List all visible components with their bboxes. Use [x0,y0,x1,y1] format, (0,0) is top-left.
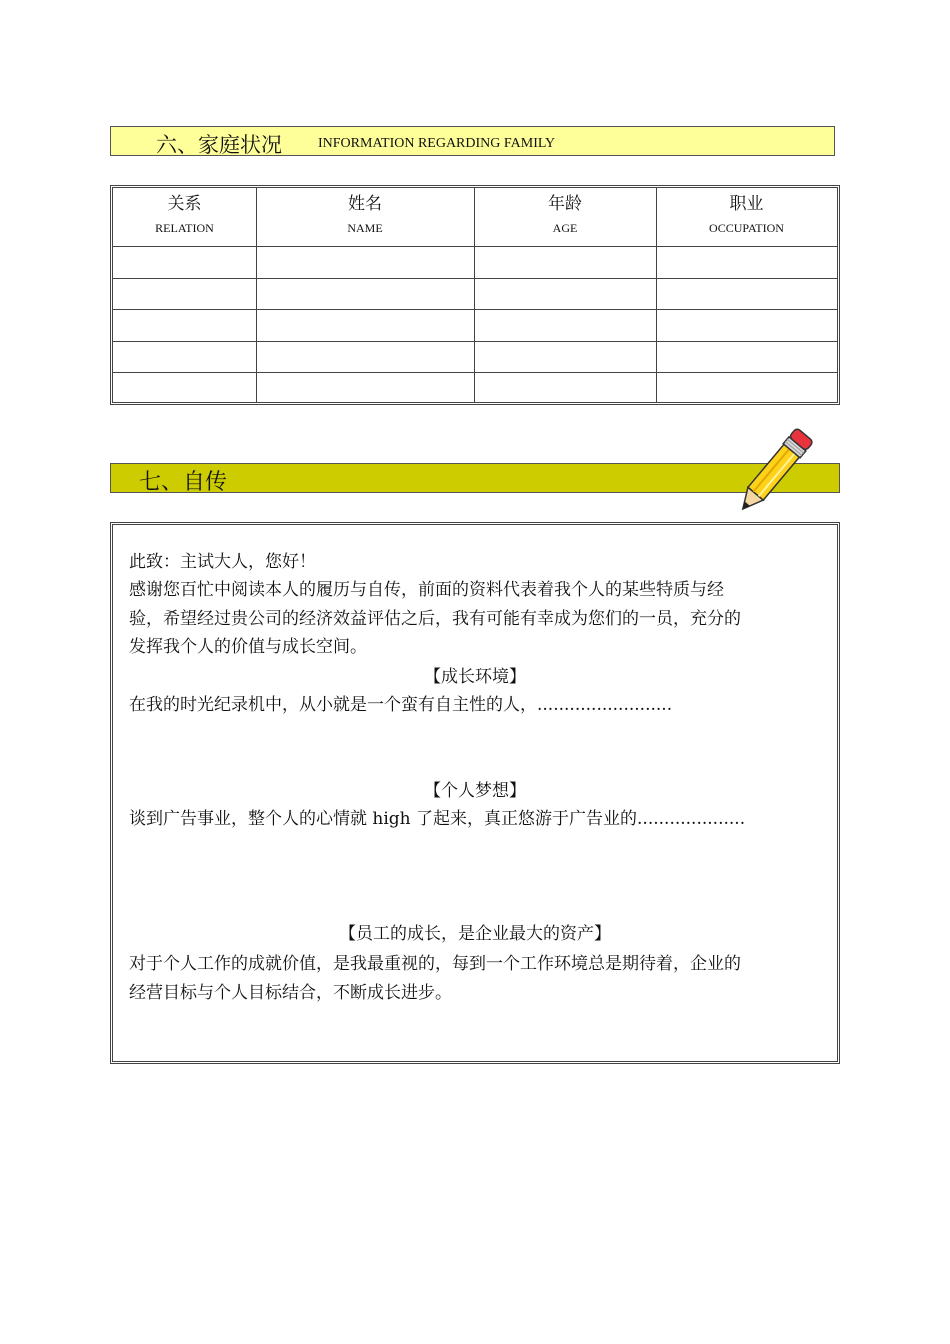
header-label-en: OCCUPATION [709,221,784,235]
family-section-title-cn: 六、家庭状况 [156,133,282,157]
table-header-occupation [656,188,837,246]
header-label-en: NAME [347,221,383,235]
table-row [113,278,837,279]
header-label-cn: 关系 [167,194,202,214]
family-section-header [110,126,835,156]
table-row [113,309,837,310]
pencil-icon [718,425,828,520]
bio-intro-line: 验，希望经过贵公司的经济效益评估之后，我有可能有幸成为您们的一员，充分的 [129,609,741,629]
table-header-relation [113,188,256,246]
table-header-age [474,188,656,246]
bio-intro-line: 感谢您百忙中阅读本人的履历与自传，前面的资料代表着我个人的某些特质与经 [129,580,724,600]
bio-subtitle-employee-growth: 【员工的成长，是企业最大的资产】 [339,924,611,944]
header-label-cn: 姓名 [348,194,382,214]
family-table [110,185,840,405]
family-section-title-en: INFORMATION REGARDING FAMILY [318,136,556,151]
bio-subtitle-dream: 【个人梦想】 [424,781,526,801]
table-row [113,246,837,247]
table-row [113,372,837,373]
bio-intro-line: 发挥我个人的价值与成长空间。 [129,637,367,657]
bio-section-title: 七、自传 [139,470,228,495]
bio-employee-growth-text: 对于个人工作的成就价值，是我最重视的，每到一个工作环境总是期待着，企业的 [129,954,741,974]
table-header-name [256,188,474,246]
bio-text-box [110,522,840,1064]
bio-greeting: 此致：主试大人，您好！ [129,552,316,572]
bio-growth-text: 在我的时光纪录机中，从小就是一个蛮有自主性的人，......................... [129,695,673,715]
header-label-en: AGE [552,221,578,235]
bio-subtitle-growth: 【成长环境】 [424,667,526,687]
header-label-en: RELATION [155,221,214,235]
header-label-cn: 职业 [729,194,764,214]
table-row [113,341,837,342]
bio-employee-growth-text: 经营目标与个人目标结合，不断成长进步。 [129,983,452,1003]
bio-dream-text: 谈到广告事业，整个人的心情就 high 了起来，真正悠游于广告业的.................... [129,809,746,829]
header-label-cn: 年龄 [548,194,582,214]
